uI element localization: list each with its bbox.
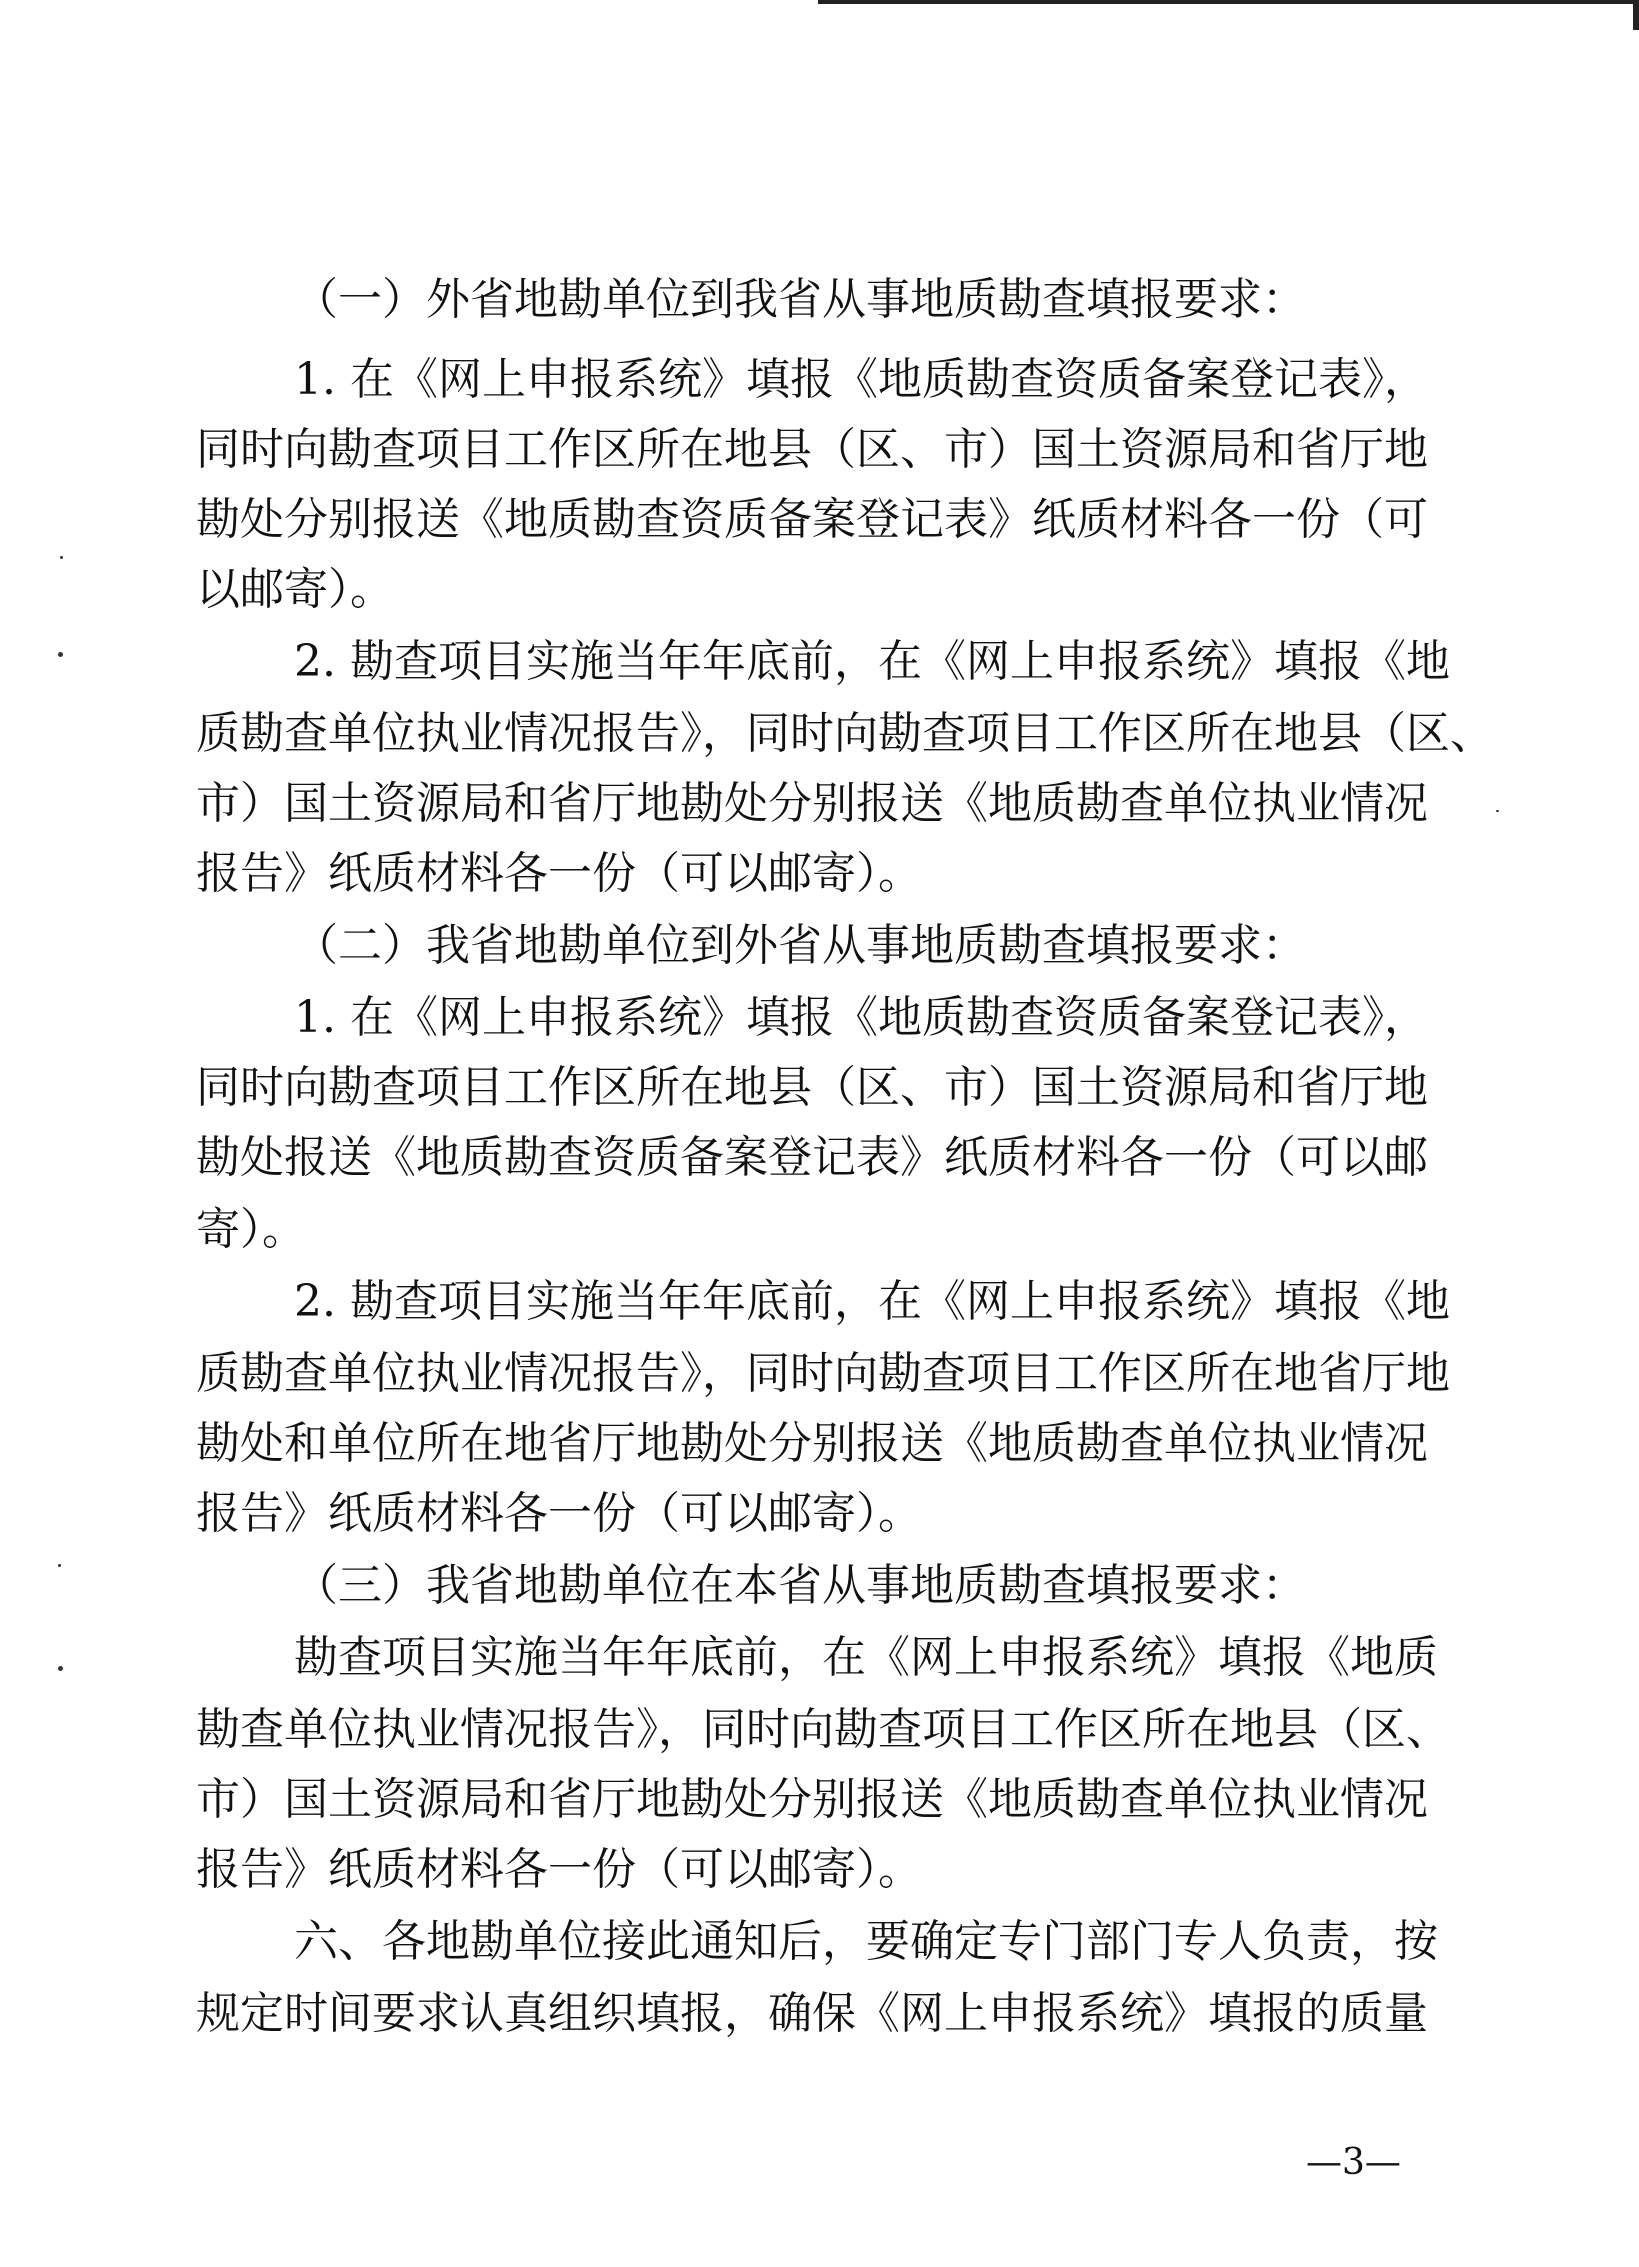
paragraph-line: 勘处报送《地质勘查资质备案登记表》纸质材料各一份（可以邮 bbox=[196, 1132, 1428, 1183]
right-edge-mark bbox=[1633, 0, 1639, 30]
paragraph-line: 1. 在《网上申报系统》填报《地质勘查资质备案登记表》， bbox=[294, 354, 1428, 405]
paragraph-line: 报告》纸质材料各一份（可以邮寄）。 bbox=[196, 1844, 922, 1895]
paragraph-line: 六、各地勘单位接此通知后，要确定专门部门专人负责，按 bbox=[294, 1916, 1438, 1967]
paragraph-line: 1. 在《网上申报系统》填报《地质勘查资质备案登记表》， bbox=[294, 992, 1428, 1043]
scan-speck bbox=[58, 1666, 63, 1671]
paragraph-line: 市）国土资源局和省厅地勘处分别报送《地质勘查单位执业情况 bbox=[196, 1774, 1428, 1825]
scan-speck bbox=[58, 652, 63, 657]
section-1-heading: （一）外省地勘单位到我省从事地质勘查填报要求： bbox=[294, 274, 1306, 325]
paragraph-line: 寄）。 bbox=[196, 1204, 306, 1255]
paragraph-line: 勘处分别报送《地质勘查资质备案登记表》纸质材料各一份（可 bbox=[196, 494, 1428, 545]
paragraph-line: 质勘查单位执业情况报告》，同时向勘查项目工作区所在地县（区、 bbox=[196, 708, 1494, 759]
scan-speck bbox=[58, 1564, 61, 1567]
paragraph-line: 同时向勘查项目工作区所在地县（区、市）国土资源局和省厅地 bbox=[196, 1062, 1428, 1113]
scan-speck bbox=[60, 556, 63, 559]
paragraph-line: 市）国土资源局和省厅地勘处分别报送《地质勘查单位执业情况 bbox=[196, 778, 1428, 829]
paragraph-line: 勘查项目实施当年年底前，在《网上申报系统》填报《地质 bbox=[294, 1632, 1438, 1683]
paragraph-line: 2. 勘查项目实施当年年底前，在《网上申报系统》填报《地 bbox=[294, 636, 1450, 687]
paragraph-line: 质勘查单位执业情况报告》，同时向勘查项目工作区所在地省厅地 bbox=[196, 1348, 1450, 1399]
page-number: —3— bbox=[1306, 2142, 1401, 2183]
section-2-heading: （二）我省地勘单位到外省从事地质勘查填报要求： bbox=[294, 920, 1306, 971]
paragraph-line: 2. 勘查项目实施当年年底前，在《网上申报系统》填报《地 bbox=[294, 1276, 1450, 1327]
paragraph-line: 勘查单位执业情况报告》，同时向勘查项目工作区所在地县（区、 bbox=[196, 1704, 1450, 1755]
scan-speck bbox=[1496, 810, 1499, 812]
paragraph-line: 报告》纸质材料各一份（可以邮寄）。 bbox=[196, 848, 922, 899]
top-border-rule bbox=[818, 0, 1639, 4]
paragraph-line: 同时向勘查项目工作区所在地县（区、市）国土资源局和省厅地 bbox=[196, 424, 1428, 475]
paragraph-line: 以邮寄）。 bbox=[196, 564, 394, 615]
paragraph-line: 规定时间要求认真组织填报，确保《网上申报系统》填报的质量 bbox=[196, 1988, 1428, 2039]
paragraph-line: 报告》纸质材料各一份（可以邮寄）。 bbox=[196, 1488, 922, 1539]
section-3-heading: （三）我省地勘单位在本省从事地质勘查填报要求： bbox=[294, 1560, 1306, 1611]
paragraph-line: 勘处和单位所在地省厅地勘处分别报送《地质勘查单位执业情况 bbox=[196, 1418, 1428, 1469]
